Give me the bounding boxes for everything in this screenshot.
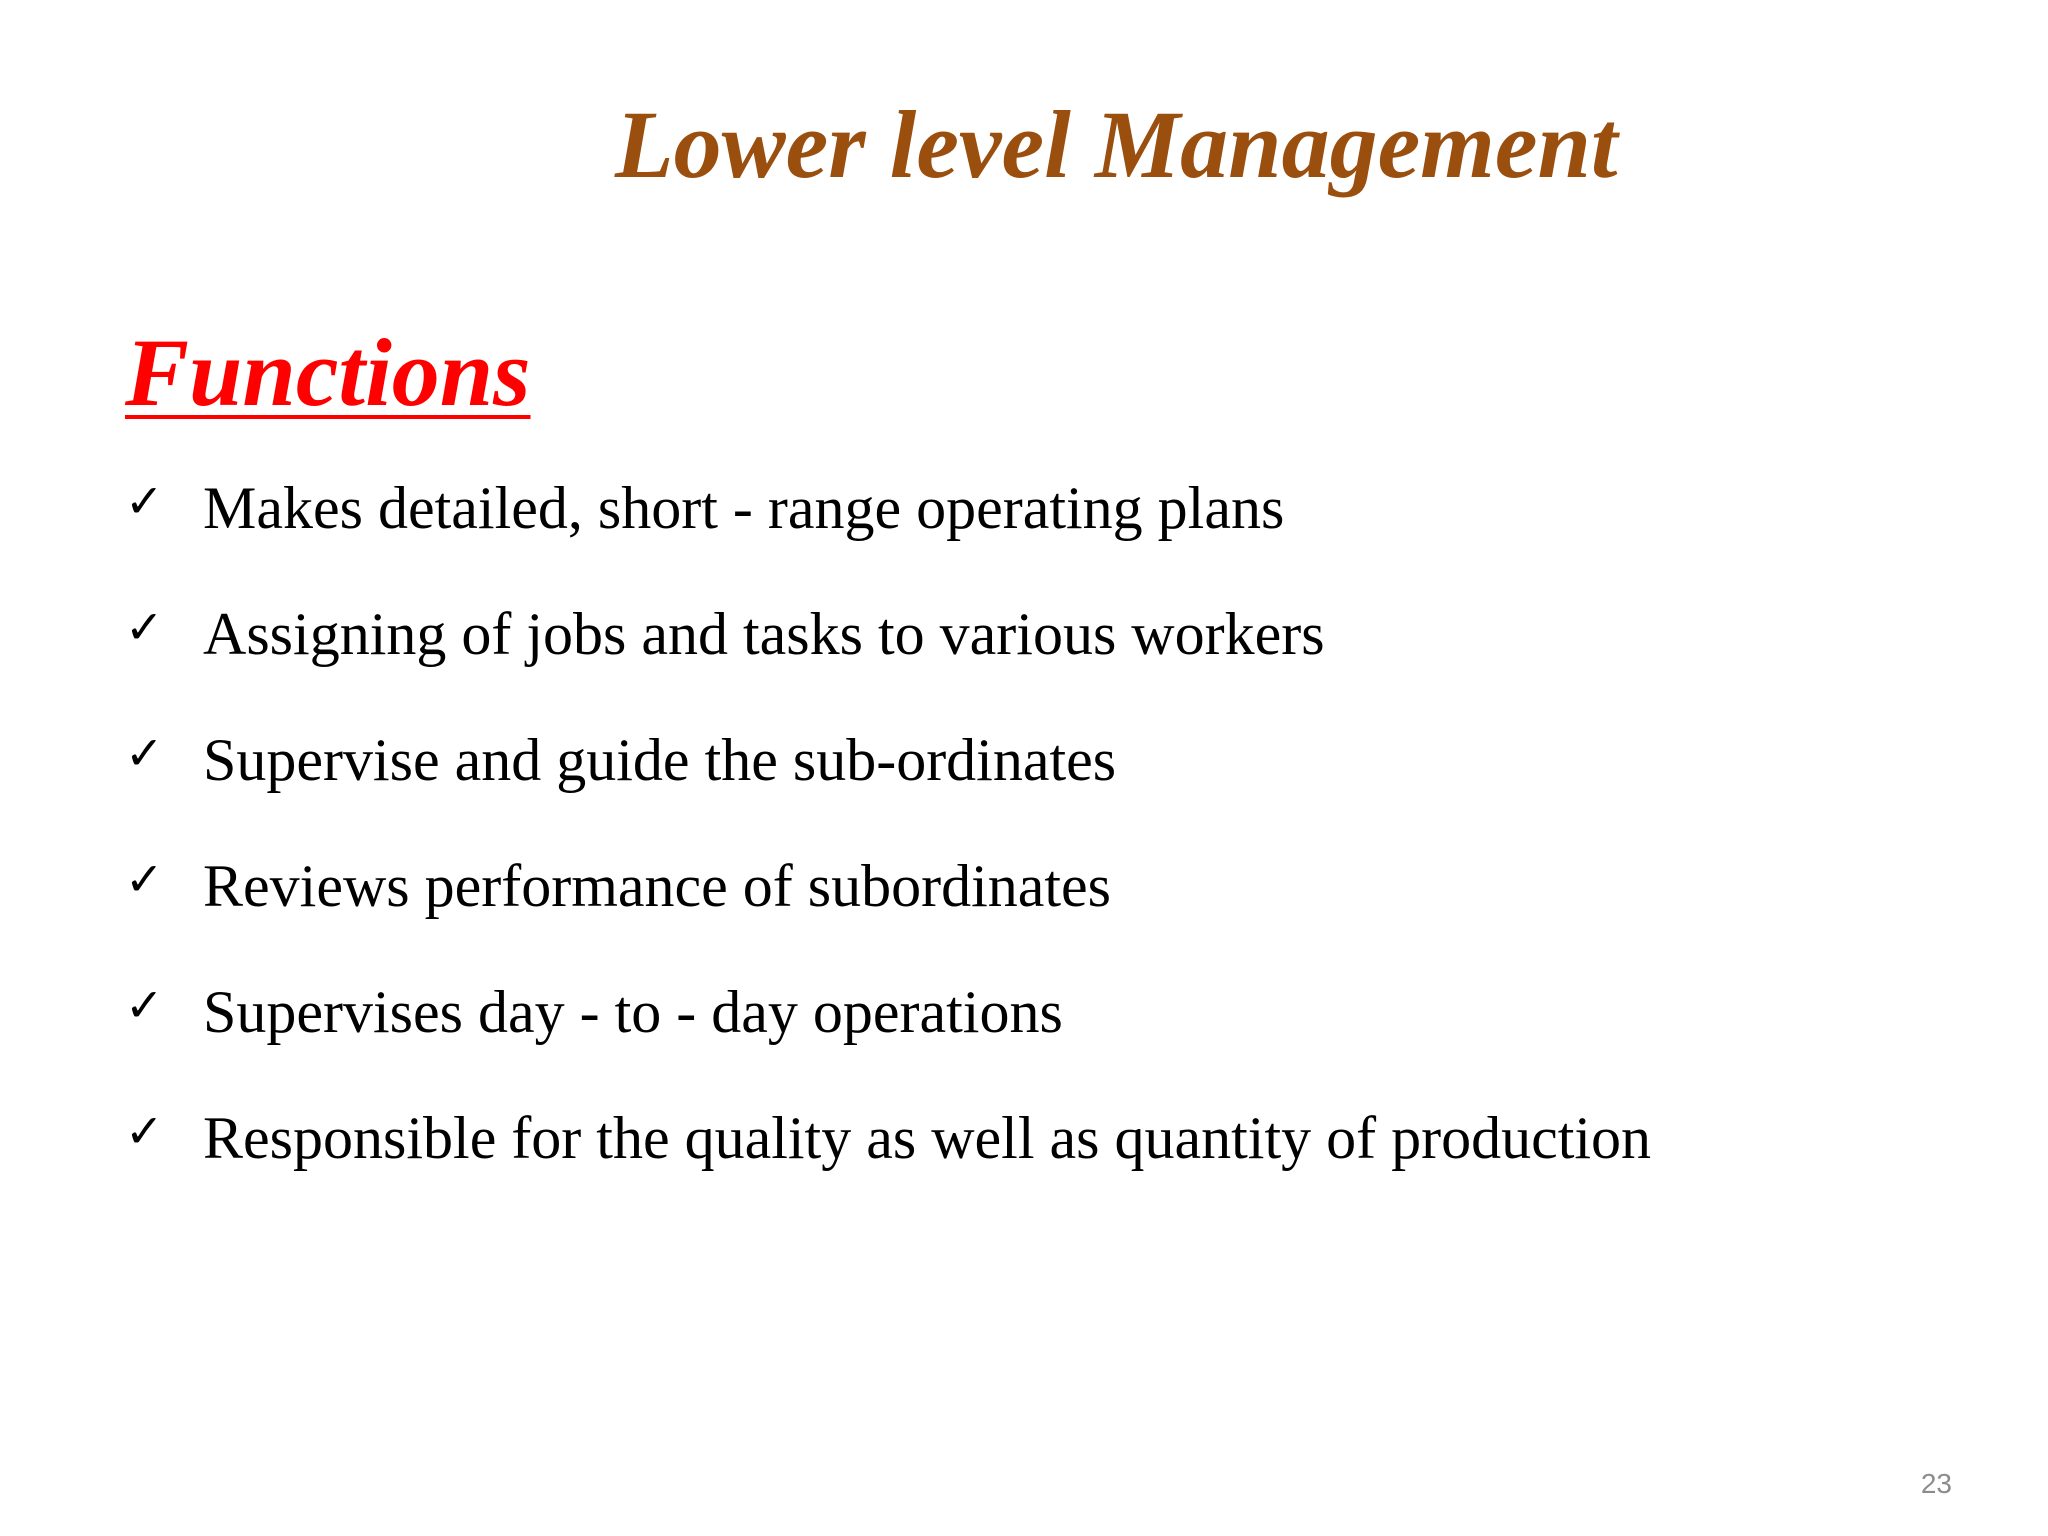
list-item — [125, 472, 1651, 598]
list-item — [125, 1102, 1651, 1228]
check-icon: ✓ — [125, 852, 164, 906]
list-item — [125, 976, 1651, 1102]
list-item — [125, 850, 1651, 976]
check-icon: ✓ — [125, 978, 164, 1032]
bullet-text: Makes detailed, short - range operating plans — [203, 475, 1285, 541]
check-icon: ✓ — [125, 600, 164, 654]
bullet-text: Reviews performance of subordinates — [203, 853, 1112, 919]
page-number: 23 — [1920, 1468, 1952, 1499]
check-icon: ✓ — [125, 474, 164, 528]
list-item — [125, 598, 1651, 724]
bullet-list — [125, 472, 1651, 1228]
check-icon: ✓ — [125, 726, 164, 780]
list-item — [125, 724, 1651, 850]
bullet-text: Responsible for the quality as well as quantity of production — [203, 1105, 1652, 1171]
section-heading: Functions — [125, 319, 531, 426]
slide-title: Lower level Management — [615, 91, 1618, 198]
check-icon: ✓ — [125, 1104, 164, 1158]
bullet-text: Supervise and guide the sub-ordinates — [203, 727, 1117, 793]
bullet-text: Supervises day - to - day operations — [203, 979, 1063, 1045]
bullet-text: Assigning of jobs and tasks to various workers — [203, 601, 1325, 667]
